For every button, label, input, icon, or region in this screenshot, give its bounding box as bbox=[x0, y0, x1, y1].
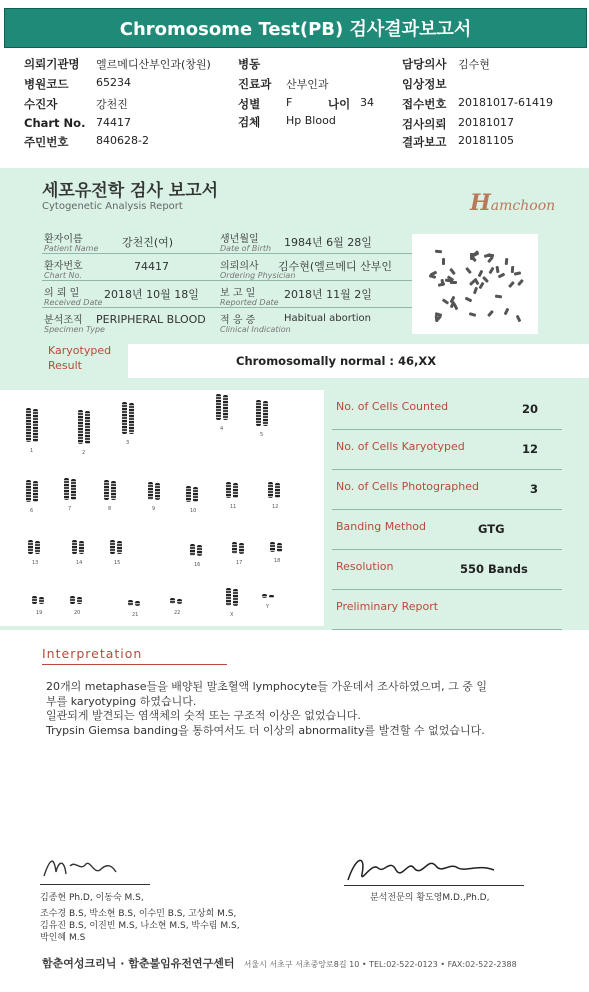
hamchoon-logo: Hamchoon bbox=[470, 190, 556, 216]
chromosome bbox=[26, 408, 31, 442]
chromosome bbox=[110, 540, 115, 554]
metaphase-chromosome bbox=[487, 310, 494, 317]
chromosome-pair bbox=[64, 478, 76, 500]
metaphase-chromosome bbox=[465, 297, 473, 303]
stat-row bbox=[332, 390, 562, 430]
chromosome bbox=[270, 542, 275, 552]
chromosome-number: 12 bbox=[272, 504, 279, 510]
chromosome bbox=[78, 410, 83, 444]
age-value: 34 bbox=[360, 96, 374, 109]
report-banner bbox=[0, 0, 589, 52]
chromosome-number: X bbox=[230, 612, 234, 618]
interpretation-underline bbox=[42, 664, 227, 665]
chromosome-number: 2 bbox=[82, 450, 86, 456]
chromosome bbox=[177, 599, 182, 604]
chromosome bbox=[32, 596, 37, 604]
metaphase-chromosome bbox=[517, 279, 524, 286]
chromosome-number: 10 bbox=[190, 508, 197, 514]
chromosome-pair bbox=[216, 394, 228, 420]
chromosome bbox=[70, 596, 75, 604]
chromosome-pair bbox=[148, 482, 160, 500]
chromosome bbox=[111, 481, 116, 500]
chromosome bbox=[155, 483, 160, 500]
report-title: 세포유전학 검사 보고서 bbox=[42, 181, 219, 201]
chromosome-number: 1 bbox=[30, 448, 34, 454]
chromosome-pair bbox=[226, 482, 238, 498]
chromosome-number: 15 bbox=[114, 560, 121, 566]
metaphase-chromosome bbox=[465, 267, 472, 274]
chromosome bbox=[39, 597, 44, 604]
karyotype-result: Chromosomally normal : 46,XX bbox=[128, 344, 589, 378]
hospital-code-label: 병원코드 bbox=[24, 77, 69, 91]
stat-row bbox=[332, 470, 562, 510]
metaphase-chromosome bbox=[510, 265, 513, 272]
doctor-value: 김수현 bbox=[458, 58, 490, 71]
chromosome-number: 21 bbox=[132, 612, 139, 618]
chromosome-pair bbox=[110, 540, 122, 554]
chromosome bbox=[85, 411, 90, 444]
cell-statistics bbox=[332, 390, 562, 626]
dept-label: 진료과 bbox=[238, 77, 272, 91]
metaphase-chromosome bbox=[497, 273, 505, 279]
doctor-label: 담당의사 bbox=[402, 57, 447, 71]
ordering-value: 김수현(엘르메디 산부인 bbox=[278, 260, 393, 273]
indication-value: Habitual abortion bbox=[284, 313, 371, 324]
result-report-value: 20181105 bbox=[458, 134, 514, 147]
karyotyped-result-label: Karyotyped Result bbox=[48, 344, 112, 372]
chromosome-number: 16 bbox=[194, 562, 201, 568]
chromosome bbox=[77, 597, 82, 604]
chart-value: 74417 bbox=[96, 116, 131, 129]
metaphase-chromosome bbox=[442, 299, 449, 305]
chromosome bbox=[262, 594, 267, 598]
hospital-code-value: 65234 bbox=[96, 76, 131, 89]
chromosome bbox=[129, 403, 134, 434]
footer bbox=[42, 955, 517, 971]
logo-text: amchoon bbox=[490, 198, 556, 214]
chromosome bbox=[148, 482, 153, 500]
chromosome-pair bbox=[268, 482, 280, 498]
stat-value: 12 bbox=[522, 442, 539, 456]
request-value: 20181017 bbox=[458, 116, 514, 129]
dob-label: 생년월일 Date of Birth bbox=[220, 234, 272, 253]
chromosome-pair bbox=[28, 540, 40, 554]
divider bbox=[332, 629, 562, 630]
clinical-label: 임상정보 bbox=[402, 77, 447, 91]
analyst-names-3: 김유진 B.S, 이진빈 M.S, 나소현 M.S, 박수림 M.S, bbox=[40, 921, 240, 931]
specimen-type-value: PERIPHERAL BLOOD bbox=[96, 313, 206, 326]
chromosome bbox=[256, 400, 261, 426]
chromosome-number: 13 bbox=[32, 560, 39, 566]
chromosome-pair bbox=[104, 480, 116, 500]
chromosome-number: 22 bbox=[174, 610, 181, 616]
reported-value: 2018년 11월 2일 bbox=[284, 288, 372, 301]
stat-label: Resolution bbox=[336, 560, 394, 573]
metaphase-chromosome bbox=[438, 282, 446, 287]
chromosome bbox=[79, 541, 84, 554]
metaphase-chromosome bbox=[503, 308, 509, 316]
metaphase-chromosome bbox=[468, 279, 475, 286]
stat-row bbox=[332, 510, 562, 550]
chromosome-number: 7 bbox=[68, 506, 72, 512]
chromosome bbox=[269, 595, 274, 598]
chromosome bbox=[226, 588, 231, 606]
specimen-type-label: 분석조직 Specimen Type bbox=[44, 315, 105, 334]
metaphase-chromosome bbox=[435, 249, 442, 253]
chromosome-number: 17 bbox=[236, 560, 243, 566]
chromosome-pair bbox=[78, 410, 90, 444]
banner-title: Chromosome Test(PB) 검사결과보고서 bbox=[4, 8, 587, 48]
rrn-value: 840628-2 bbox=[96, 134, 149, 147]
specimen-label: 검체 bbox=[238, 115, 261, 129]
specimen-value: Hp Blood bbox=[286, 114, 336, 127]
patient-info-grid bbox=[42, 224, 412, 334]
chromosome bbox=[193, 487, 198, 502]
chromosome bbox=[239, 543, 244, 554]
chromosome bbox=[226, 482, 231, 498]
stat-label: No. of Cells Photographed bbox=[336, 480, 479, 493]
interpretation-title: Interpretation bbox=[42, 646, 143, 661]
sex-label: 성별 bbox=[238, 97, 261, 111]
metaphase-chromosome bbox=[508, 281, 515, 288]
stat-value: 3 bbox=[530, 482, 539, 496]
patient-name-label: 환자이름 Patient Name bbox=[44, 234, 99, 253]
metaphase-chromosome bbox=[504, 258, 508, 265]
chromosome-number: 18 bbox=[274, 558, 281, 564]
karyogram-image bbox=[0, 390, 324, 626]
chromosome-pair bbox=[256, 400, 268, 426]
chromosome-pair bbox=[270, 542, 282, 552]
chromosome bbox=[135, 601, 140, 606]
patient-no-label: 환자번호 Chart No. bbox=[44, 261, 83, 280]
left-signature-line bbox=[40, 884, 150, 885]
stat-row bbox=[332, 590, 562, 630]
chromosome-pair bbox=[186, 486, 198, 502]
chromosome bbox=[28, 540, 33, 554]
metaphase-chromosome bbox=[496, 266, 500, 273]
receipt-no-value: 20181017-61419 bbox=[458, 96, 553, 109]
metaphase-chromosome bbox=[495, 295, 502, 299]
chromosome bbox=[33, 409, 38, 442]
stat-value: 550 Bands bbox=[460, 562, 528, 576]
chromosome-pair bbox=[226, 588, 238, 606]
chromosome-pair bbox=[128, 600, 140, 606]
dept-value: 산부인과 bbox=[286, 78, 329, 91]
chromosome-number: 19 bbox=[36, 610, 43, 616]
metaphase-chromosome bbox=[453, 302, 459, 310]
receipt-no-label: 접수번호 bbox=[402, 97, 447, 111]
ward-label: 병동 bbox=[238, 57, 261, 71]
chromosome-number: 8 bbox=[108, 506, 112, 512]
stat-label: No. of Cells Counted bbox=[336, 400, 449, 413]
chromosome bbox=[277, 543, 282, 552]
interpretation-text: 20개의 metaphase들을 배양된 말초혈액 lymphocyte들 가운데서 조사하였으며, 그 중 일 부를 karyotyping 하였습니다. 일관되게 발견되는 염색체의 숫적 또는 구조적 이상은 없었습니다. Trypsin Giemsa banding을 통하여서도 더 이상의 abnormality를 발견할 수 없었습니다. bbox=[46, 680, 487, 737]
metaphase-chromosome bbox=[469, 312, 477, 317]
cytogenetic-report bbox=[0, 168, 589, 630]
chart-label: Chart No. bbox=[24, 116, 86, 130]
metaphase-chromosome bbox=[479, 282, 485, 290]
chromosome-number: 11 bbox=[230, 504, 237, 510]
chromosome bbox=[72, 540, 77, 554]
received-label: 의 뢰 일 Received Date bbox=[44, 288, 103, 307]
stat-value: GTG bbox=[478, 522, 505, 536]
chromosome bbox=[223, 395, 228, 420]
patient-label: 수진자 bbox=[24, 97, 58, 111]
chromosome bbox=[190, 544, 195, 556]
report-subtitle: Cytogenetic Analysis Report bbox=[42, 201, 183, 212]
chromosome bbox=[117, 541, 122, 554]
analyst-names-1: 김종현 Ph.D, 이동숙 M.S, bbox=[40, 893, 144, 903]
chromosome-number: 20 bbox=[74, 610, 81, 616]
chromosome bbox=[35, 541, 40, 554]
chromosome-pair bbox=[170, 598, 182, 604]
chromosome bbox=[275, 483, 280, 498]
chromosome-number: Y bbox=[266, 604, 270, 610]
chromosome-pair bbox=[190, 544, 202, 556]
stat-value: 20 bbox=[522, 402, 539, 416]
result-report-label: 결과보고 bbox=[402, 135, 447, 149]
chromosome-pair bbox=[70, 596, 82, 604]
stat-row bbox=[332, 430, 562, 470]
chromosome bbox=[216, 394, 221, 420]
right-signature-line bbox=[344, 885, 524, 886]
chromosome bbox=[263, 401, 268, 426]
chromosome bbox=[33, 481, 38, 502]
metaphase-chromosome bbox=[489, 266, 495, 274]
chromosome-number: 6 bbox=[30, 508, 34, 514]
chromosome bbox=[186, 486, 191, 502]
sex-value: F bbox=[286, 96, 293, 109]
chromosome-pair bbox=[26, 408, 38, 442]
chromosome bbox=[104, 480, 109, 500]
chromosome bbox=[122, 402, 127, 434]
metaphase-chromosome bbox=[516, 314, 522, 322]
stat-row bbox=[332, 550, 562, 590]
chromosome bbox=[232, 542, 237, 554]
pathologist-name: 분석전문의 황도영M.D.,Ph.D, bbox=[370, 893, 490, 903]
right-signature bbox=[342, 850, 502, 890]
stat-label: Banding Method bbox=[336, 520, 427, 533]
chromosome bbox=[128, 600, 133, 606]
metaphase-spread-image bbox=[412, 234, 538, 334]
rrn-label: 주민번호 bbox=[24, 135, 69, 149]
patient-name-value: 강천진(여) bbox=[122, 236, 174, 249]
chromosome bbox=[26, 480, 31, 502]
patient-value: 강천진 bbox=[96, 98, 128, 111]
chromosome-pair bbox=[232, 542, 244, 554]
stat-label: Preliminary Report bbox=[336, 600, 439, 613]
chromosome bbox=[268, 482, 273, 498]
metaphase-chromosome bbox=[442, 258, 445, 265]
ordering-label: 의뢰의사 Ordering Physician bbox=[220, 261, 296, 280]
chromosome-number: 3 bbox=[126, 440, 130, 446]
indication-label: 적 응 증 Clinical Indication bbox=[220, 315, 291, 334]
divider bbox=[42, 307, 412, 308]
left-signature bbox=[40, 852, 120, 884]
chromosome-number: 14 bbox=[76, 560, 83, 566]
chromosome-number: 4 bbox=[220, 426, 224, 432]
dob-value: 1984년 6월 28일 bbox=[284, 236, 372, 249]
chromosome bbox=[170, 598, 175, 604]
metaphase-chromosome bbox=[514, 271, 521, 275]
chromosome bbox=[197, 545, 202, 556]
analyst-names-4: 박인혜 M.S bbox=[40, 933, 86, 943]
requester-value: 엘르메디산부인과(창원) bbox=[96, 58, 211, 71]
chromosome-number: 5 bbox=[260, 432, 264, 438]
chromosome bbox=[64, 478, 69, 500]
chromosome-pair bbox=[32, 596, 44, 604]
analyst-names-2: 조수경 B.S, 박소현 B.S, 이수민 B.S, 고상희 M.S, bbox=[40, 909, 237, 919]
divider bbox=[42, 253, 412, 254]
reported-label: 보 고 일 Reported Date bbox=[220, 288, 279, 307]
chromosome-pair bbox=[262, 594, 274, 598]
request-label: 검사의뢰 bbox=[402, 117, 447, 131]
patient-no-value: 74417 bbox=[134, 260, 169, 273]
chromosome-number: 9 bbox=[152, 506, 156, 512]
chromosome bbox=[71, 479, 76, 500]
chromosome bbox=[233, 589, 238, 606]
requester-label: 의뢰기관명 bbox=[24, 57, 80, 71]
footer-org: 함춘여성크리닉 · 함춘불임유전연구센터 bbox=[42, 957, 235, 970]
chromosome-pair bbox=[72, 540, 84, 554]
chromosome-pair bbox=[122, 402, 134, 434]
header-info bbox=[0, 56, 589, 156]
age-label: 나이 bbox=[328, 97, 351, 111]
metaphase-chromosome bbox=[449, 268, 456, 275]
received-value: 2018년 10월 18일 bbox=[104, 288, 199, 301]
chromosome bbox=[233, 483, 238, 498]
metaphase-chromosome bbox=[473, 287, 478, 295]
divider bbox=[42, 280, 412, 281]
footer-address: 서울시 서초구 서초중앙로8길 10 • TEL:02-522-0123 • FAX:02-522-2388 bbox=[243, 960, 517, 969]
chromosome-pair bbox=[26, 480, 38, 502]
stat-label: No. of Cells Karyotyped bbox=[336, 440, 465, 453]
